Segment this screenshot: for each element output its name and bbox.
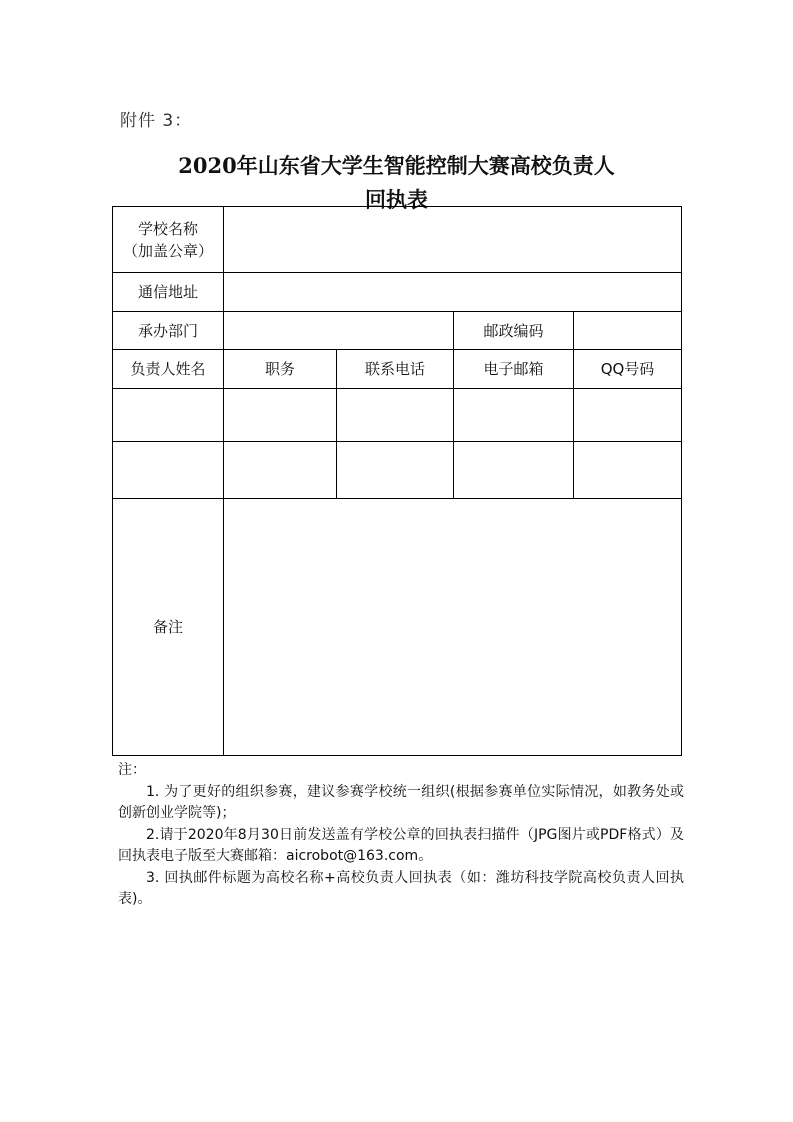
department-row [113, 312, 682, 350]
school-name-label-cell [113, 207, 224, 273]
position-field[interactable] [224, 389, 337, 442]
school-name-row [113, 207, 682, 273]
column-header-qq: QQ号码 [574, 350, 682, 389]
column-header-phone: 联系电话 [337, 350, 454, 389]
postal-code-field[interactable] [574, 312, 682, 350]
document-title-line-2: 回执表 [365, 187, 428, 212]
notes-heading: 注： [118, 762, 146, 778]
receipt-form-table [112, 206, 682, 756]
address-row [113, 273, 682, 312]
address-field[interactable] [224, 273, 682, 312]
note-item: 3. 回执邮件标题为高校名称+高校负责人回执表（如：潍坊科技学院高校负责人回执表)。 [118, 869, 684, 907]
position-field[interactable] [224, 442, 337, 499]
remarks-field[interactable] [224, 499, 682, 756]
school-name-field[interactable] [224, 207, 682, 273]
attachment-label: 附件 3： [120, 111, 193, 131]
contact-name-field[interactable] [113, 389, 224, 442]
postal-code-label: 邮政编码 [454, 312, 574, 350]
document-title: 2020年山东省大学生智能控制大赛高校负责人 [178, 153, 615, 178]
contact-name-field[interactable] [113, 442, 224, 499]
column-header-position: 职务 [224, 350, 337, 389]
table-row [113, 442, 682, 499]
phone-field[interactable] [337, 389, 454, 442]
remarks-label: 备注 [113, 499, 224, 756]
qq-field[interactable] [574, 389, 682, 442]
note-item: 2.请于2020年8月30日前发送盖有学校公章的回执表扫描件（JPG图片或PDF格式）及回执表电子版至大赛邮箱：aicrobot@163.com。 [118, 826, 684, 864]
note-item: 1. 为了更好的组织参赛，建议参赛学校统一组织(根据参赛单位实际情况，如教务处或创新创业学院等)； [118, 783, 684, 821]
phone-field[interactable] [337, 442, 454, 499]
address-label: 通信地址 [113, 273, 224, 312]
column-header-email: 电子邮箱 [454, 350, 574, 389]
table-row [113, 389, 682, 442]
column-header-contact-name: 负责人姓名 [113, 350, 224, 389]
remarks-row [113, 499, 682, 756]
notes-section [118, 760, 684, 911]
contact-header-row [113, 350, 682, 389]
department-label: 承办部门 [113, 312, 224, 350]
school-name-label: 学校名称 [137, 219, 198, 238]
email-field[interactable] [454, 389, 574, 442]
qq-field[interactable] [574, 442, 682, 499]
department-field[interactable] [224, 312, 454, 350]
email-field[interactable] [454, 442, 574, 499]
school-name-hint: （加盖公章） [122, 241, 213, 260]
